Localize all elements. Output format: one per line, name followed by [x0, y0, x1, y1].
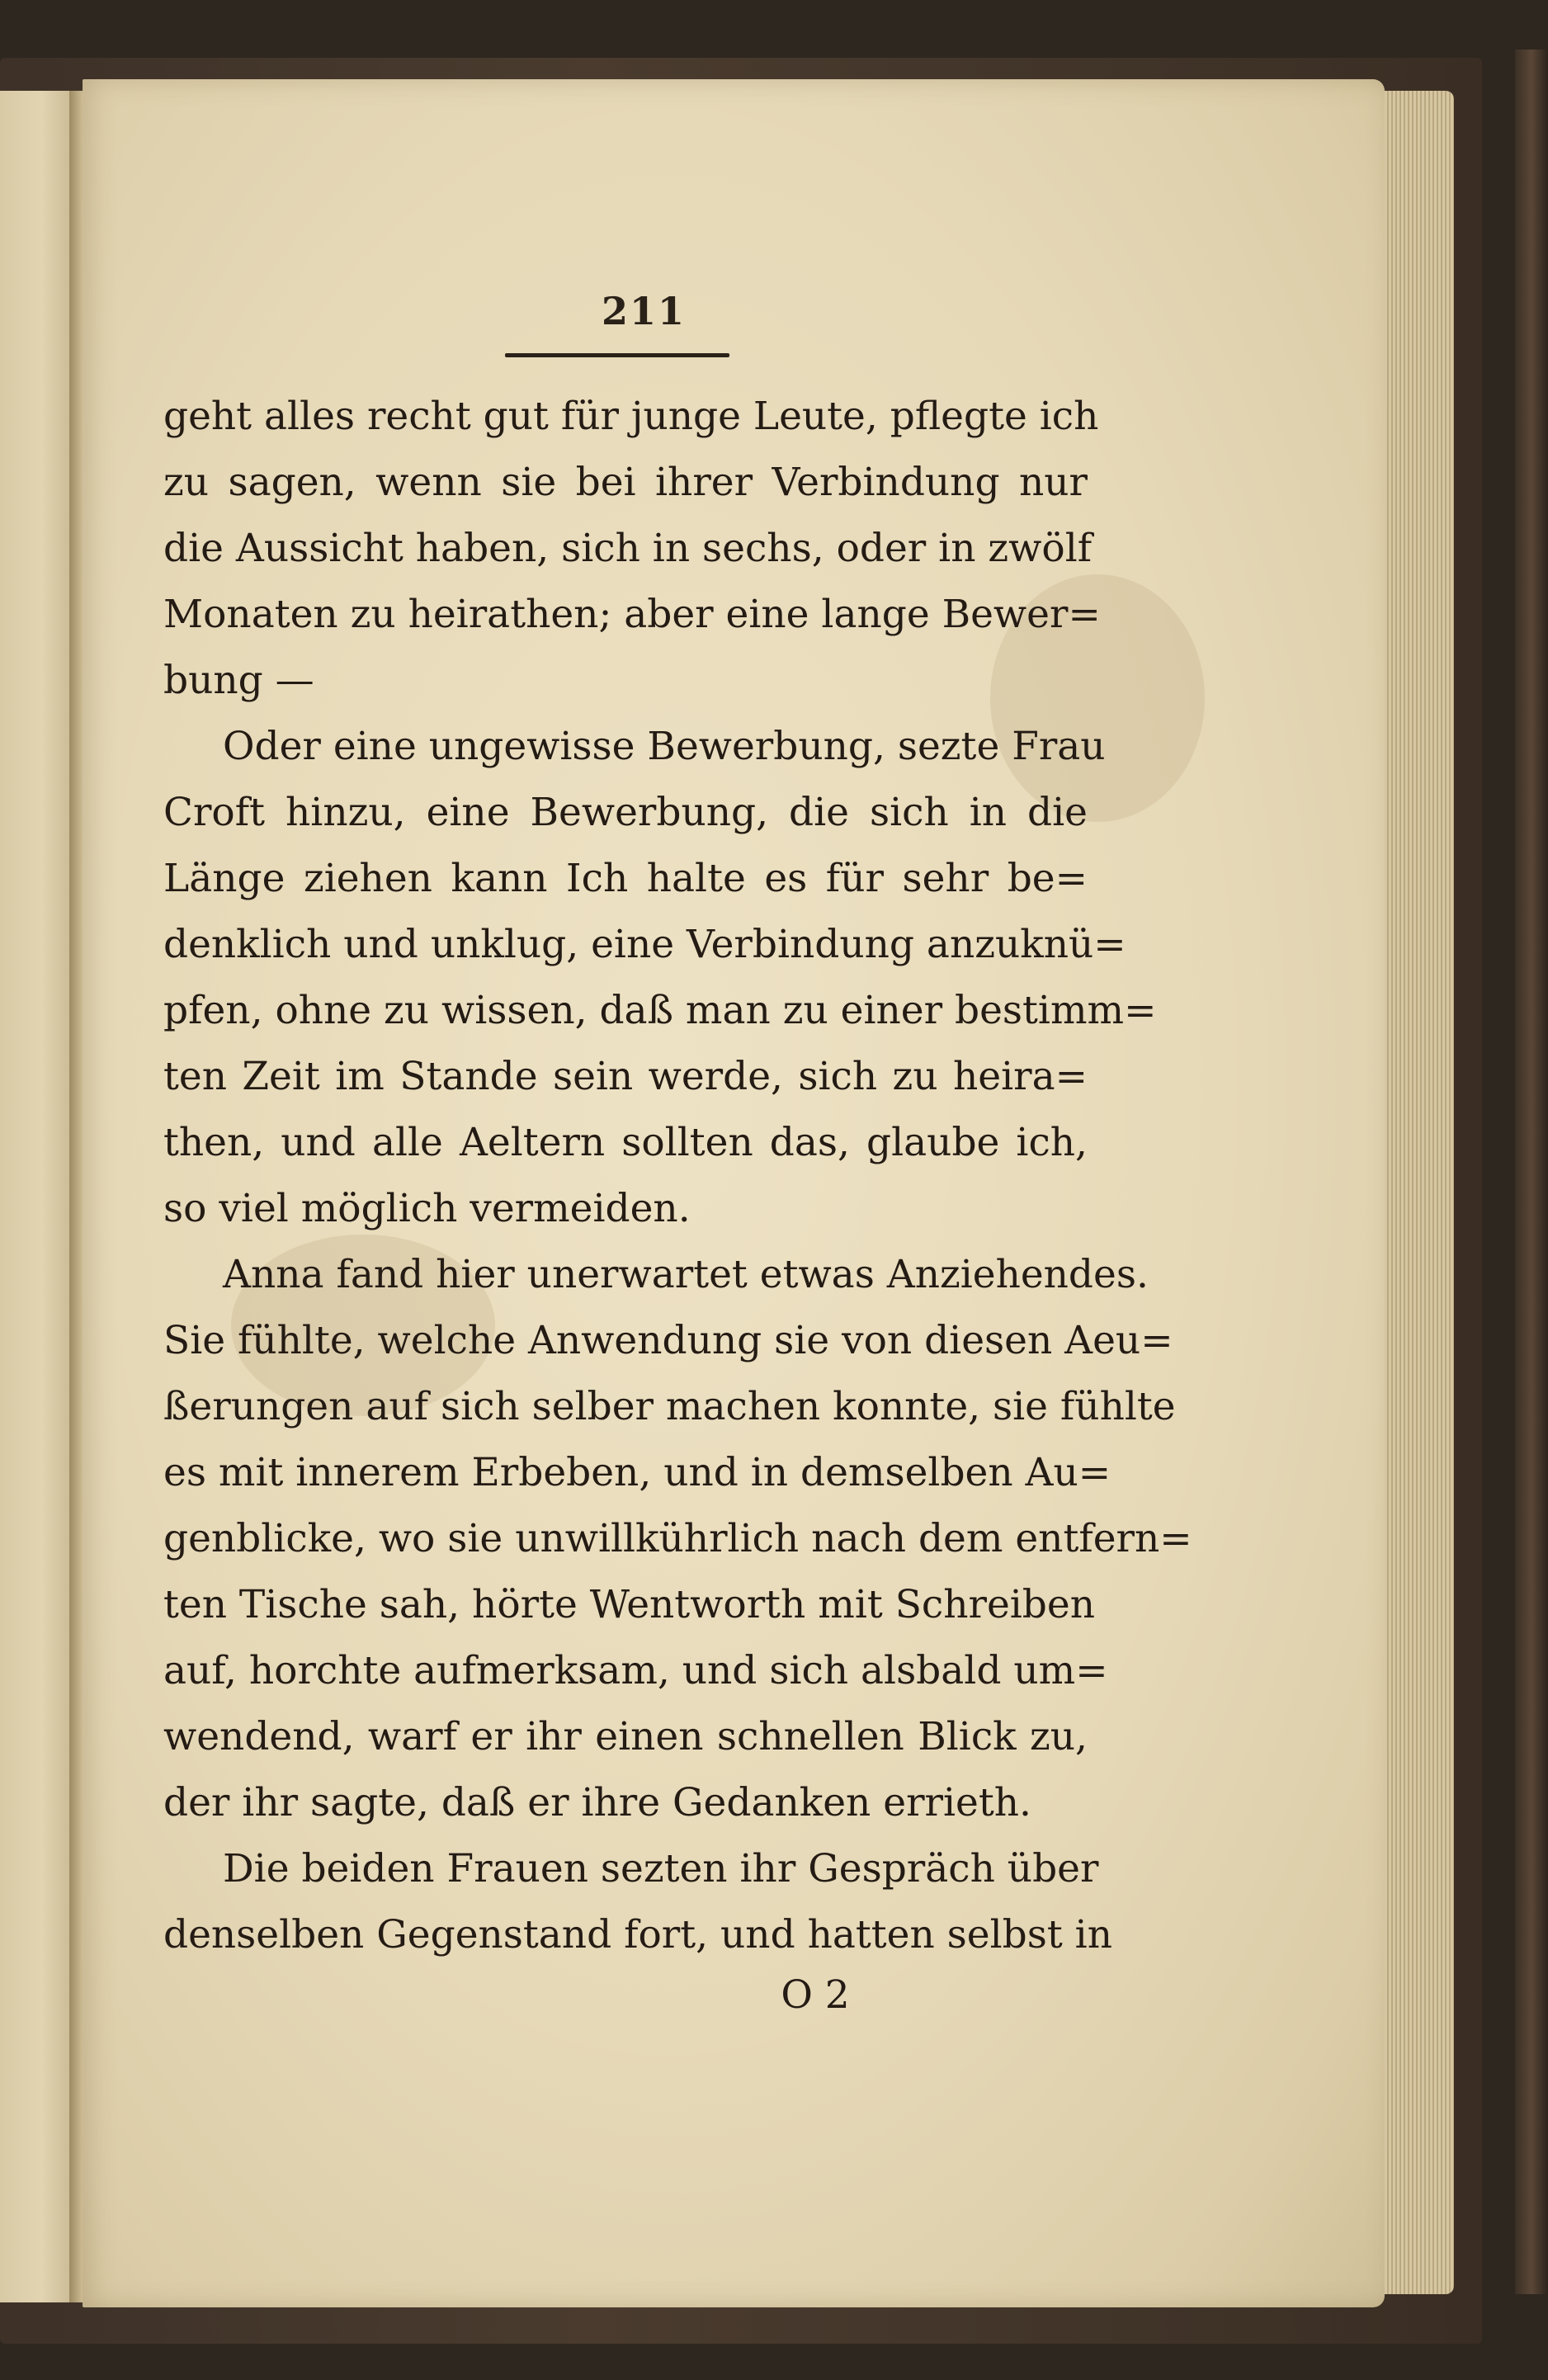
text-line: denselben Gegenstand fort, und hatten selbst in	[163, 1912, 1112, 1957]
body-text	[163, 384, 1192, 1968]
text-line: Sie fühlte, welche Anwendung sie von diesen Aeu=	[163, 1318, 1173, 1363]
text-line: ßerungen auf sich selber machen konnte, sie fühlte	[163, 1384, 1176, 1429]
page-number: 211	[601, 289, 687, 333]
text-line: zu sagen, wenn sie bei ihrer Verbindung nur	[163, 460, 1088, 505]
text-line: Croft hinzu, eine Bewerbung, die sich in die	[163, 790, 1088, 835]
text-line: bung —	[163, 658, 314, 703]
text-line: wendend, warf er ihr einen schnellen Blick zu,	[163, 1714, 1088, 1759]
text-line: Anna fand hier unerwartet etwas Anziehendes.	[223, 1252, 1149, 1297]
text-line: denklich und unklug, eine Verbindung anzuknü=	[163, 922, 1126, 967]
text-line: Oder eine ungewisse Bewerbung, sezte Frau	[223, 724, 1106, 769]
page-block-edges	[1385, 91, 1454, 2294]
text-line: der ihr sagte, daß er ihre Gedanken errieth.	[163, 1780, 1031, 1825]
text-line: Monaten zu heirathen; aber eine lange Bewer=	[163, 592, 1101, 637]
text-line: ten Tische sah, hörte Wentworth mit Schreiben	[163, 1582, 1095, 1627]
text-line: then, und alle Aeltern sollten das, glaube ich,	[163, 1120, 1088, 1165]
cover-spine-edge	[1515, 50, 1548, 2294]
text-line: Länge ziehen kann Ich halte es für sehr be=	[163, 856, 1088, 901]
printer-signature-mark: O 2	[781, 1972, 850, 2018]
text-line: auf, horchte aufmerksam, und sich alsbald um=	[163, 1648, 1108, 1693]
text-line: ten Zeit im Stande sein werde, sich zu heira=	[163, 1054, 1088, 1099]
text-line: Die beiden Frauen sezten ihr Gespräch über	[223, 1846, 1099, 1891]
text-line: geht alles recht gut für junge Leute, pflegte ich	[163, 394, 1099, 439]
left-page-edge	[0, 91, 71, 2302]
text-line: pfen, ohne zu wissen, daß man zu einer bestimm=	[163, 988, 1157, 1033]
page-gutter	[69, 91, 83, 2302]
text-line: so viel möglich vermeiden.	[163, 1186, 691, 1231]
text-line: es mit innerem Erbeben, und in demselben Au=	[163, 1450, 1111, 1495]
text-line: die Aussicht haben, sich in sechs, oder in zwölf	[163, 526, 1093, 571]
text-line: genblicke, wo sie unwillkührlich nach dem entfern=	[163, 1516, 1192, 1561]
header-rule	[505, 353, 729, 357]
